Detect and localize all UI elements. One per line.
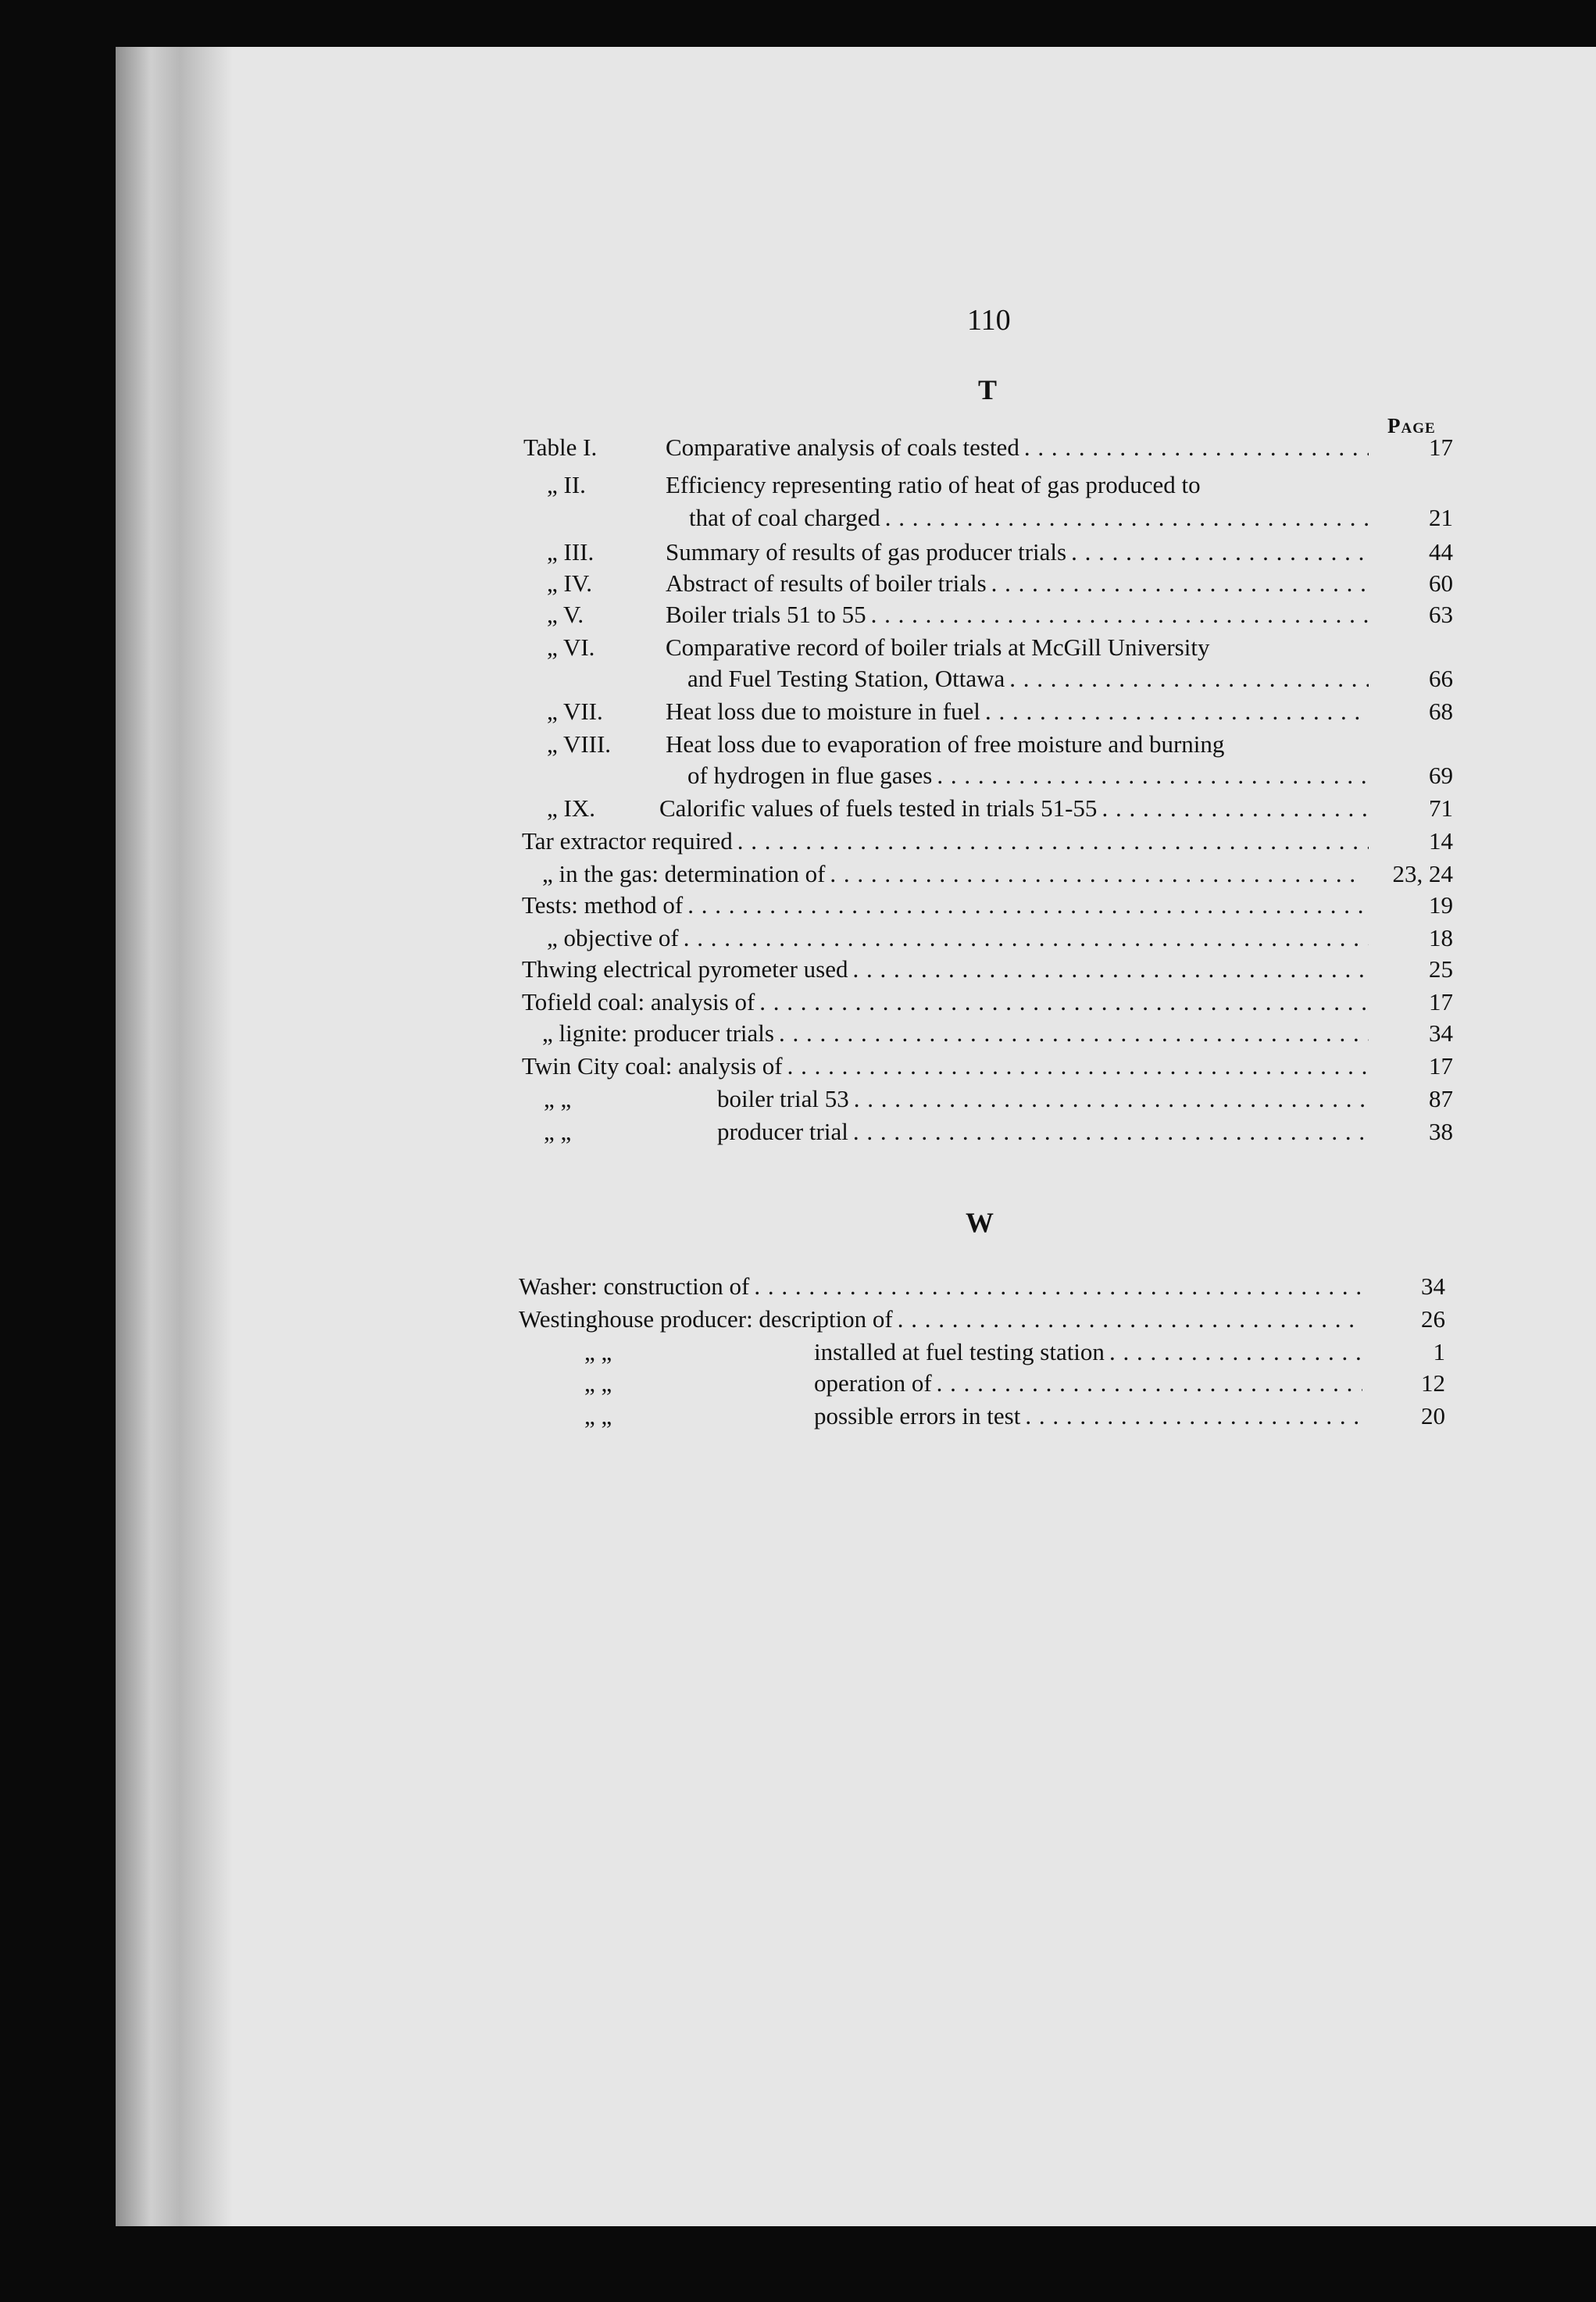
dot-leader (754, 1270, 1362, 1303)
section-letter-t: T (978, 374, 998, 405)
page-column-header: Page (1387, 414, 1436, 437)
entry-text: of hydrogen in flue gases . . . (687, 759, 1369, 792)
entry-page: 66 (1429, 665, 1453, 692)
dot-leader (937, 1367, 1362, 1400)
dot-leader (853, 1115, 1369, 1148)
dot-leader (885, 501, 1369, 534)
entry-text: Tofield coal: analysis of . . . (522, 986, 1369, 1019)
entry-label: „ V. (547, 601, 584, 628)
entry-text: Comparative analysis of coals tested . . . (666, 431, 1369, 464)
entry-text: Heat loss due to evaporation of free moisture and burning (666, 730, 1225, 758)
dot-leader (787, 1050, 1369, 1083)
index-entry (0, 431, 1596, 464)
index-entry (0, 469, 1596, 501)
entry-text: Heat loss due to moisture in fuel . . . (666, 695, 1369, 728)
index-entry (0, 1367, 1596, 1400)
entry-label: „ II. (547, 471, 586, 498)
entry-ditto-label: „ „ (584, 1402, 612, 1429)
entry-page: 44 (1429, 538, 1453, 566)
entry-page: 17 (1429, 988, 1453, 1015)
entry-page: 14 (1429, 827, 1453, 855)
dot-leader (1101, 792, 1369, 825)
index-entry (0, 536, 1596, 569)
entry-text: Abstract of results of boiler trials . . . (666, 567, 1369, 600)
index-entry-continuation (0, 501, 1596, 534)
index-entry (0, 1270, 1596, 1303)
page-number: 110 (967, 304, 1011, 337)
dot-leader (759, 986, 1369, 1019)
entry-text: Washer: construction of . . . (519, 1270, 1362, 1303)
entry-ditto-label: „ „ (584, 1369, 612, 1397)
entry-text: and Fuel Testing Station, Ottawa . . . (687, 662, 1369, 695)
dot-leader (737, 825, 1369, 858)
entry-text: Boiler trials 51 to 55 . . . (666, 598, 1369, 631)
entry-text: Tests: method of . . . (522, 889, 1369, 922)
section-letter-w: W (966, 1207, 994, 1238)
entry-text: installed at fuel testing station . . . (814, 1336, 1362, 1369)
index-entry-continuation (0, 759, 1596, 792)
entry-page: 25 (1429, 955, 1453, 983)
dot-leader (1024, 431, 1369, 464)
entry-ditto-label: „ „ (544, 1118, 572, 1145)
dot-leader (687, 889, 1369, 922)
entry-label: „ VII. (547, 698, 603, 725)
entry-page: 17 (1429, 1052, 1453, 1080)
entry-text: Calorific values of fuels tested in trials 51-55 . . . (659, 792, 1369, 825)
index-entry (0, 631, 1596, 664)
index-entry (0, 1083, 1596, 1115)
entry-page: 26 (1421, 1305, 1445, 1333)
dot-leader (854, 1083, 1369, 1115)
dot-leader (871, 598, 1369, 631)
index-entry (0, 1115, 1596, 1148)
entry-text: Tar extractor required . . . (522, 825, 1369, 858)
dot-leader (779, 1017, 1369, 1050)
entry-page: 71 (1429, 794, 1453, 822)
dot-leader (991, 567, 1369, 600)
dot-leader (985, 695, 1369, 728)
entry-page: 21 (1429, 504, 1453, 531)
entry-text: Westinghouse producer: description of . . . (519, 1303, 1362, 1336)
entry-page: 38 (1429, 1118, 1453, 1145)
index-entry (0, 1303, 1596, 1336)
entry-ditto-label: „ „ (544, 1085, 572, 1112)
index-entry (0, 728, 1596, 761)
entry-page: 1 (1433, 1338, 1445, 1365)
entry-text: Efficiency representing ratio of heat of gas produced to (666, 471, 1201, 498)
entry-text: „ in the gas: determination of . . . (542, 858, 1362, 890)
entry-text: Thwing electrical pyrometer used . . . (522, 953, 1369, 986)
entry-text: „ objective of . . . (547, 922, 1369, 955)
entry-page: 18 (1429, 924, 1453, 951)
index-entry (0, 598, 1596, 631)
entry-text: boiler trial 53 . . . (717, 1083, 1369, 1115)
index-entry (0, 567, 1596, 600)
entry-page: 34 (1421, 1272, 1445, 1300)
index-entry (0, 1336, 1596, 1369)
dot-leader (684, 922, 1369, 955)
entry-page: 20 (1421, 1402, 1445, 1429)
index-entry (0, 889, 1596, 922)
dot-leader (852, 953, 1369, 986)
dot-leader (830, 858, 1362, 890)
entry-text: that of coal charged . . . (689, 501, 1369, 534)
index-entry (0, 922, 1596, 955)
entry-text: producer trial . . . (717, 1115, 1369, 1148)
entry-page: 12 (1421, 1369, 1445, 1397)
entry-label: „ VI. (547, 633, 595, 661)
entry-page: 68 (1429, 698, 1453, 725)
entry-page: 87 (1429, 1085, 1453, 1112)
index-entry (0, 858, 1596, 890)
index-entry (0, 1400, 1596, 1433)
entry-label: „ IV. (547, 569, 592, 597)
entry-page: 60 (1429, 569, 1453, 597)
dot-leader (898, 1303, 1362, 1336)
entry-text: possible errors in test . . . (814, 1400, 1362, 1433)
entry-label: „ IX. (547, 794, 595, 822)
index-entry (0, 1050, 1596, 1083)
entry-label: Table I. (523, 434, 598, 461)
dot-leader (1109, 1336, 1362, 1369)
index-entry (0, 986, 1596, 1019)
entry-page: 69 (1429, 762, 1453, 789)
entry-text: Twin City coal: analysis of . . . (522, 1050, 1369, 1083)
entry-page: 23, 24 (1392, 860, 1453, 887)
entry-ditto-label: „ „ (584, 1338, 612, 1365)
index-entry (0, 953, 1596, 986)
dot-leader (1009, 662, 1369, 695)
entry-text: operation of . . . (814, 1367, 1362, 1400)
index-entry (0, 792, 1596, 825)
index-entry-continuation (0, 662, 1596, 695)
index-entry (0, 825, 1596, 858)
entry-page: 34 (1429, 1019, 1453, 1047)
dot-leader (1071, 536, 1369, 569)
index-entry (0, 1017, 1596, 1050)
entry-page: 19 (1429, 891, 1453, 919)
entry-text: „ lignite: producer trials . . . (542, 1017, 1369, 1050)
entry-page: 63 (1429, 601, 1453, 628)
dot-leader (937, 759, 1369, 792)
index-entry (0, 695, 1596, 728)
entry-text: Comparative record of boiler trials at McGill University (666, 633, 1210, 661)
entry-text: Summary of results of gas producer trials . . . (666, 536, 1369, 569)
entry-label: „ III. (547, 538, 594, 566)
entry-label: „ VIII. (547, 730, 612, 758)
dot-leader (1025, 1400, 1362, 1433)
entry-page: 17 (1429, 434, 1453, 461)
